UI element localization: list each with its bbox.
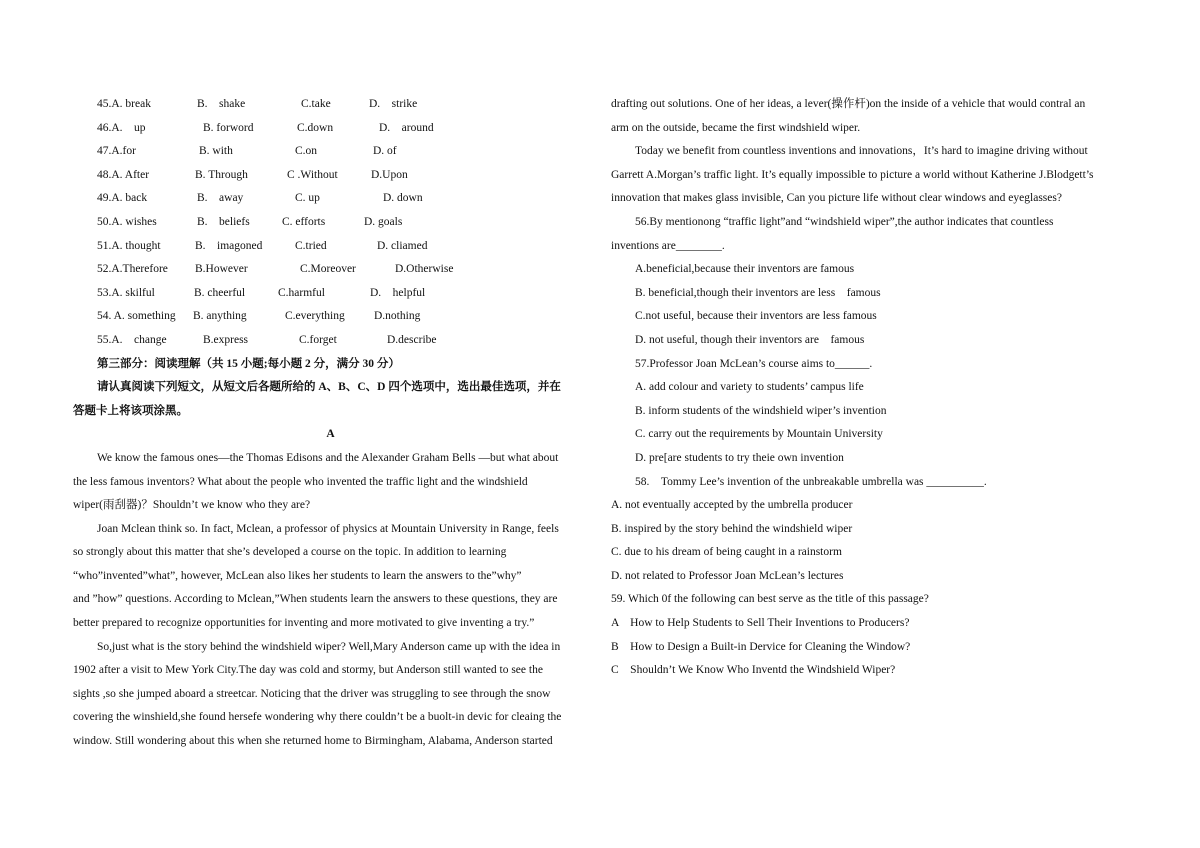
option-b: B. with bbox=[199, 145, 233, 158]
passage-line: We know the famous ones—the Thomas Edisons and the Alexander Graham Bells —but what about bbox=[97, 451, 559, 464]
question-line: 58. Tommy Lee’s invention of the unbreakable umbrella was __________. bbox=[635, 475, 987, 488]
option-b: B. beliefs bbox=[197, 215, 250, 228]
question-line: C Shouldn’t We Know Who Inventd the Windshield Wiper? bbox=[611, 664, 896, 677]
option-b: B.However bbox=[195, 263, 248, 276]
question-line: Garrett A.Morgan’s traffic light. It’s equally impossible to picture a world without Katherine J.Blodgett’s bbox=[611, 168, 1094, 181]
question-line: A. add colour and variety to students’ campus life bbox=[635, 381, 864, 394]
right-column bbox=[611, 93, 1126, 683]
option-d: D. goals bbox=[364, 215, 403, 228]
passage-line: So,just what is the story behind the windshield wiper? Well,Mary Anderson came up with the idea in bbox=[97, 640, 561, 653]
question-line: B. inspired by the story behind the windshield wiper bbox=[611, 522, 853, 535]
passage-line: “who”invented”what”, however, McLean also likes her students to learn the answers to the”why” bbox=[73, 569, 522, 582]
question-line: D. not useful, though their inventors are famous bbox=[635, 333, 865, 346]
option-b: B. Through bbox=[195, 168, 248, 181]
passage-line: wiper(雨刮器)？Shouldn’t we know who they are? bbox=[73, 499, 311, 512]
question-line: C. carry out the requirements by Mountain University bbox=[635, 428, 883, 441]
option-d: D. cliamed bbox=[377, 239, 428, 252]
option-d: D. down bbox=[383, 192, 423, 205]
cloze-row-49 bbox=[73, 187, 588, 211]
option-c: C .Without bbox=[287, 168, 338, 181]
option-c: C.tried bbox=[295, 239, 327, 252]
question-line: C.not useful, because their inventors are less famous bbox=[635, 310, 877, 323]
instructions-line-2: 答题卡上将该项涂黑。 bbox=[73, 404, 188, 417]
option-a: 53.A. skilful bbox=[97, 286, 155, 299]
passage-line: covering the winshield,she found hersefe wondering why there couldn’t be a buolt-in devic for cleaing the bbox=[73, 711, 562, 724]
option-a: 47.A.for bbox=[97, 145, 136, 158]
passage-label: A bbox=[326, 428, 335, 441]
passage-line: so strongly about this matter that she’s developed a course on the topic. In addition to learning bbox=[73, 546, 507, 559]
question-line: D. not related to Professor Joan McLean’s lectures bbox=[611, 569, 844, 582]
option-c: C.forget bbox=[299, 333, 337, 346]
option-a: 49.A. back bbox=[97, 192, 148, 205]
passage-line: the less famous inventors? What about the people who invented the traffic light and the windshield bbox=[73, 475, 528, 488]
cloze-row-50 bbox=[73, 211, 588, 235]
option-d: D.nothing bbox=[374, 310, 421, 323]
option-b: B. anything bbox=[193, 310, 247, 323]
cloze-row-45 bbox=[73, 93, 588, 117]
option-d: D.Upon bbox=[371, 168, 408, 181]
option-b: B. shake bbox=[197, 98, 246, 110]
option-c: C.Moreover bbox=[300, 263, 356, 276]
question-line: A.beneficial,because their inventors are famous bbox=[635, 263, 855, 276]
question-line: B How to Design a Built-in Dervice for Cleaning the Window? bbox=[611, 640, 911, 653]
questions-text bbox=[611, 93, 1126, 683]
left-column bbox=[73, 93, 588, 754]
option-a: 55.A. change bbox=[97, 333, 167, 346]
question-line: innovation that makes glass invisible, Can you picture life without clear windows and eyeglasses? bbox=[611, 192, 1062, 205]
option-d: D. of bbox=[373, 145, 397, 158]
instructions-line-1: 请认真阅读下列短文，从短文后各题所给的 A、B、C、D 四个选项中，选出最佳选项，并在 bbox=[97, 381, 561, 394]
cloze-row-51 bbox=[73, 235, 588, 259]
option-a: 46.A. up bbox=[97, 121, 146, 134]
question-line: drafting out solutions. One of her ideas, a lever(操作杆)on the inside of a vehicle that would contral an bbox=[611, 98, 1086, 110]
question-line: inventions are________. bbox=[611, 239, 725, 252]
option-a: 54. A. something bbox=[97, 310, 176, 323]
passage-line: and ”how” questions. According to Mclean,”When students learn the answers to these questions, they are bbox=[73, 593, 558, 606]
cloze-row-46 bbox=[73, 117, 588, 141]
question-line: 56.By mentionong “traffic light”and “windshield wiper”,the author indicates that countless bbox=[635, 215, 1054, 228]
question-line: Today we benefit from countless inventions and innovations，It’s hard to imagine driving without bbox=[635, 145, 1088, 158]
cloze-row-55 bbox=[73, 329, 588, 353]
passage-line: 1902 after a visit to Mew York City.The day was cold and stormy, but Anderson still wanted to see the bbox=[73, 664, 543, 677]
option-d: D. strike bbox=[369, 98, 418, 110]
option-a: 52.A.Therefore bbox=[97, 263, 168, 276]
option-c: C.everything bbox=[285, 310, 345, 323]
question-line: A. not eventually accepted by the umbrella producer bbox=[611, 499, 853, 512]
passage-line: Joan Mclean think so. In fact, Mclean, a professor of physics at Mountain University in Range, feels bbox=[97, 522, 559, 535]
option-a: 48.A. After bbox=[97, 168, 150, 181]
question-line: B. inform students of the windshield wiper’s invention bbox=[635, 404, 887, 417]
passage-line: sights ,so she jumped aboard a streetcar. Noticing that the driver was struggling to see through the snow bbox=[73, 687, 551, 700]
option-c: C.take bbox=[301, 98, 331, 110]
passage-text bbox=[73, 447, 588, 754]
option-b: B. imagoned bbox=[195, 239, 263, 252]
option-b: B.express bbox=[203, 333, 249, 346]
option-c: C.on bbox=[295, 145, 318, 158]
option-c: C. up bbox=[295, 192, 320, 205]
question-line: A How to Help Students to Sell Their Inventions to Producers? bbox=[611, 617, 910, 630]
question-line: B. beneficial,though their inventors are less famous bbox=[635, 286, 881, 299]
cloze-row-52 bbox=[73, 258, 588, 282]
section-heading: 第三部分：阅读理解（共 15 小题;每小题 2 分，满分 30 分） bbox=[97, 357, 400, 370]
option-d: D.describe bbox=[387, 333, 437, 346]
option-b: B. away bbox=[197, 192, 244, 205]
option-c: C. efforts bbox=[282, 215, 326, 228]
option-d: D. helpful bbox=[370, 286, 426, 299]
option-b: B. forword bbox=[203, 121, 254, 134]
cloze-row-53 bbox=[73, 282, 588, 306]
option-b: B. cheerful bbox=[194, 286, 246, 299]
option-a: 50.A. wishes bbox=[97, 215, 157, 228]
option-a: 51.A. thought bbox=[97, 239, 161, 252]
question-line: D. pre[are students to try theie own invention bbox=[635, 451, 844, 464]
option-c: C.down bbox=[297, 121, 334, 134]
option-d: D.Otherwise bbox=[395, 263, 454, 276]
question-line: 57.Professor Joan McLean’s course aims to______. bbox=[635, 357, 873, 370]
option-a: 45.A. break bbox=[97, 98, 151, 110]
option-c: C.harmful bbox=[278, 286, 325, 299]
question-line: C. due to his dream of being caught in a rainstorm bbox=[611, 546, 842, 559]
cloze-row-54 bbox=[73, 305, 588, 329]
question-line: 59. Which 0f the following can best serve as the title of this passage? bbox=[611, 593, 929, 606]
passage-line: window. Still wondering about this when she returned home to Birmingham, Alabama, Anderson started bbox=[73, 735, 553, 748]
cloze-row-47 bbox=[73, 140, 588, 164]
passage-line: better prepared to recognize opportunities for inventing and more motivated to give inventing a try.” bbox=[73, 617, 535, 630]
cloze-options bbox=[73, 93, 588, 353]
option-d: D. around bbox=[379, 121, 434, 134]
question-line: arm on the outside, became the first windshield wiper. bbox=[611, 121, 861, 134]
cloze-row-48 bbox=[73, 164, 588, 188]
